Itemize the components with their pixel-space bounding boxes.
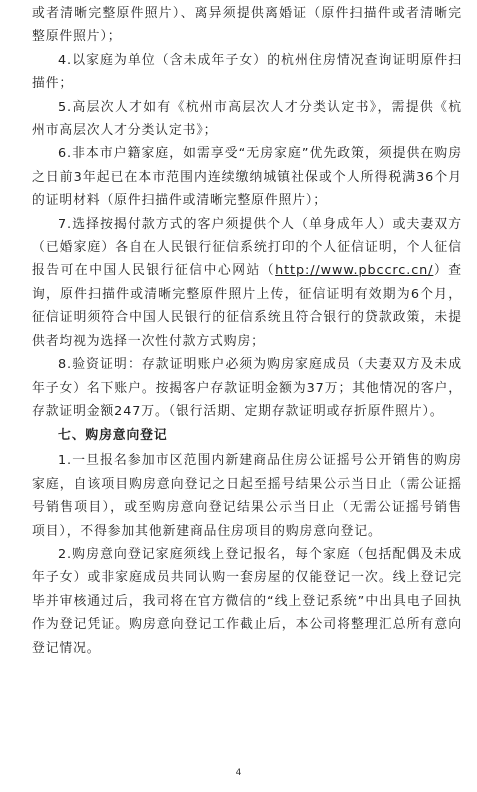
paragraph-continuation: 或者清晰完整原件照片）、离异须提供离婚证（原件扫描件或者清晰完整原件照片）； [32,6,462,45]
section-heading-registration: 七、购房意向登记 [58,428,168,444]
section-paragraph-1: 1.一旦报名参加市区范围内新建商品住房公证摇号公开销售的购房家庭，自该项目购房意向登记之日起至摇号结果公示当日止（需公证摇号销售项目），或至购房意向登记结果公示当日止（无需公证摇号销售项目），不得参加其他新建商品住房项目的购房意向登记。 [32,453,462,539]
page-number: 4 [235,768,242,778]
paragraph-item-8: 8.验资证明：存款证明账户必须为购房家庭成员（夫妻双方及未成年子女）名下账户。按揭客户存款证明金额为37万；其他情况的客户，存款证明金额247万。（银行活期、定期存款证明或存折原件照片）。 [32,357,462,419]
pbccrc-website-link[interactable]: http://www.pbccrc.cn/ [275,263,434,279]
paragraph-item-7-text-after: ）查询，原件扫描件或清晰完整原件照片上传，征信证明有效期为6个月，征信证明须符合中国人民银行的征信系统且符合银行的贷款政策，未提供者均视为选择一次性付款方式购房； [32,263,462,349]
paragraph-item-4: 4.以家庭为单位（含未成年子女）的杭州住房情况查询证明原件扫描件； [32,52,462,92]
paragraph-item-5: 5.高层次人才如有《杭州市高层次人才分类认定书》，需提供《杭州市高层次人才分类认定书》； [32,99,462,139]
paragraph-item-6: 6.非本市户籍家庭，如需享受“无房家庭”优先政策，须提供在购房之日前3年起已在本市范围内连续缴纳城镇社保或个人所得税满36个月的证明材料（原件扫描件或清晰完整原件照片）； [32,146,462,209]
section-paragraph-2: 2.购房意向登记家庭须线上登记报名，每个家庭（包括配偶及未成年子女）或非家庭成员共同认购一套房屋的仅能登记一次。线上登记完毕并审核通过后，我司将在官方微信的“线上登记系统”中出具电子回执作为登记凭证。购房意向登记工作截止后，本公司将整理汇总所有意向登记情况。 [32,546,462,656]
document-body [32,2,462,660]
paragraph-item-7-text-before: 7.选择按揭付款方式的客户须提供个人（单身成年人）或夫妻双方（已婚家庭）各自在人民银行征信系统打印的个人征信证明，个人征信报告可在中国人民银行征信中心网站（ [32,216,462,279]
paragraph-item-7 [32,213,462,353]
